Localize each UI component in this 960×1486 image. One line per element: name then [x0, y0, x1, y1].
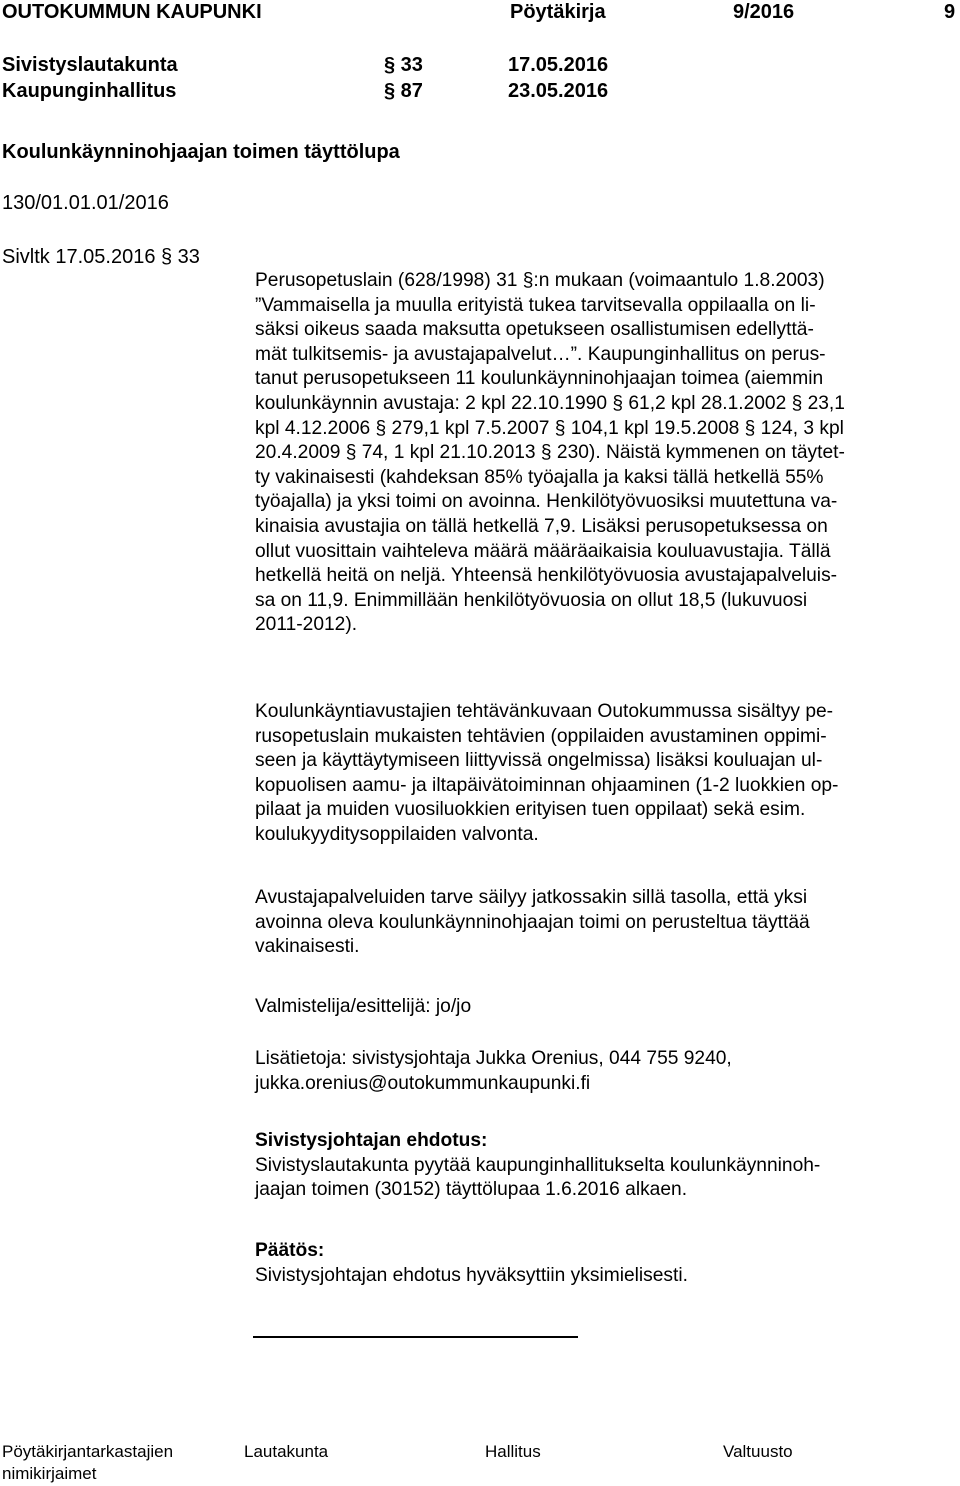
footer-government-label: Hallitus [485, 1442, 541, 1461]
decision-text: Sivistysjohtajan ehdotus hyväksyttiin yksimielisesti. [255, 1264, 688, 1286]
page-number: 9 [944, 1, 956, 23]
main-text [255, 700, 955, 848]
decision-label: Päätös: [255, 1240, 325, 1261]
footer-board-label: Lautakunta [244, 1442, 329, 1461]
record-number: 130/01.01.01/2016 [2, 192, 169, 214]
matter-title: Koulunkäynninohjaajan toimen täyttölupa [2, 141, 400, 163]
main-text [255, 995, 955, 1020]
paragraph-need: Avustajapalveluiden tarve säilyy jatkossakin sillä tasolla, että yksi avoinna oleva koulunkäynninohjaajan toimi on perusteltua täyttää vakinaisesti. [255, 887, 810, 958]
meeting-body: Sivistyslautakunta [2, 54, 178, 76]
main-text [255, 1047, 955, 1096]
document-type: Pöytäkirja [510, 1, 606, 23]
signature-line [253, 1336, 578, 1338]
preparer-line: Valmistelija/esittelijä: jo/jo [255, 996, 472, 1017]
proposal-text: Sivistyslautakunta pyytää kaupunginhallitukselta koulunkäynninoh- jaajan toimen (30152) täyttölupaa 1.6.2016 alkaen. [255, 1154, 821, 1201]
meeting-date: 23.05.2016 [508, 80, 609, 102]
proposal-section [255, 1129, 955, 1203]
main-text [255, 269, 955, 638]
footer-council-label: Valtuusto [723, 1442, 793, 1461]
footer-initials-label: Pöytäkirjantarkastajien nimikirjaimet [2, 1442, 174, 1483]
meeting-section: § 87 [384, 80, 423, 102]
paragraph-background: Perusopetuslain (628/1998) 31 §:n mukaan (voimaantulo 1.8.2003) ”Vammaisella ja muulla erityistä tukea tarvitsevalla oppilaalla on li- säksi oikeus saada maksutta opetukseen osallistumisen edellyttä- mät tulkitsemis- ja avustajapalvelut…”. Kaupunginhallitus on perus- tanut perusopetukseen 11 koulunkäynninohjaajan toimea (aiemmin koulunkäynnin avustaja: 2 kpl 22.10.1990 § 61,2 kpl 28.1.2002 § 23,1 kpl 4.12.2006 § 279,1 kpl 7.5.2007 § 104,1 kpl 19.5.2008 § 124, 3 kpl 20.4.2009 § 74, 1 kpl 21.10.2013 § 230). Näistä kymmenen on täytet- ty vakinaisesti (kahdeksan 85% työajalla ja kaksi tällä hetkellä 55% työajalla) ja yksi toimi on avoinna. Henkilötyövuosiksi muutettuna va- kinaisia avustajia on tällä hetkellä 7,9. Lisäksi perusopetuksessa on ollut vuosittain vaihteleva määrä määräaikaisia kouluavustajia. Tällä hetkellä heitä on neljä. Yhteensä henkilötyövuosia avustajapalveluis- sa on 11,9. Enimmillään henkilötyövuosia on ollut 18,5 (lukuvuosi 2011-2012). [255, 270, 845, 636]
section-reference: Sivltk 17.05.2016 § 33 [2, 246, 200, 268]
contact-info: Lisätietoja: sivistysjohtaja Jukka Orenius, 044 755 9240, jukka.orenius@outokummunkaupunki.fi [255, 1048, 732, 1094]
meeting-body: Kaupunginhallitus [2, 80, 177, 102]
meeting-section: § 33 [384, 54, 423, 76]
meeting-date: 17.05.2016 [508, 54, 609, 76]
document-issue: 9/2016 [733, 1, 795, 23]
main-text [255, 886, 955, 960]
organization-name: OUTOKUMMUN KAUPUNKI [2, 1, 262, 23]
decision-section [255, 1239, 955, 1288]
proposal-label: Sivistysjohtajan ehdotus: [255, 1130, 488, 1151]
paragraph-duties: Koulunkäyntiavustajien tehtävänkuvaan Outokummussa sisältyy pe- rusopetuslain mukaisten tehtävien (oppilaiden avustaminen oppimi- seen ja käyttäytymiseen liittyvissä ongelmissa) lisäksi kouluajan ul- kopuolisen aamu- ja iltapäivätoiminnan ohjaaminen (1-2 luokkien op- pilaat ja muiden vuosiluokkien erityisen tuen oppilaat) sekä esim. koulukyyditysoppilaiden valvonta. [255, 701, 839, 845]
